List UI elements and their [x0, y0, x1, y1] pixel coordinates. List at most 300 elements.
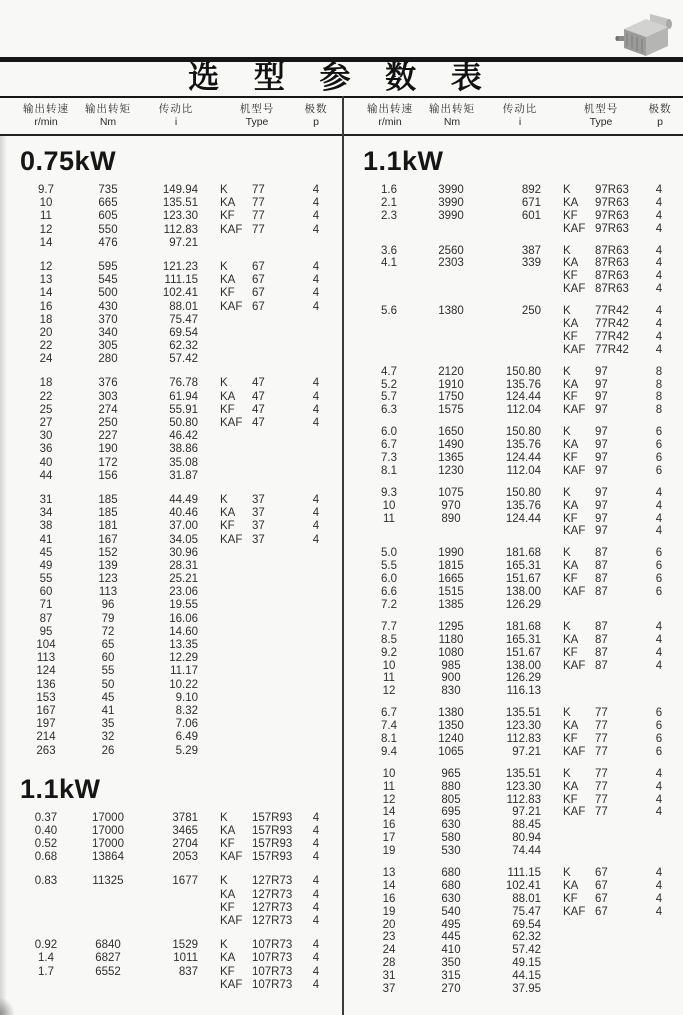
table-row — [343, 586, 683, 599]
cell-type-prefix: K — [563, 486, 571, 499]
cell-type-prefix — [220, 353, 252, 366]
cell-type-prefix: KF — [563, 732, 578, 745]
cell-torque: 250 — [98, 417, 118, 429]
cell-speed: 18 — [39, 377, 53, 390]
cell-poles — [302, 745, 330, 758]
cell-ratio: 165.31 — [505, 560, 541, 573]
cell-torque: 680 — [441, 879, 461, 892]
cell-poles: 4 — [655, 767, 663, 780]
cell-type-prefix: KA — [220, 197, 236, 210]
cell-type-model: 47 — [252, 417, 265, 429]
cell-poles — [302, 665, 330, 678]
cell-ratio: 126.29 — [505, 672, 541, 685]
cell-type-model: 67 — [595, 892, 608, 905]
table-row — [0, 210, 342, 223]
cell-poles — [302, 626, 330, 639]
cell-poles — [302, 353, 330, 366]
cell-torque: 1065 — [438, 745, 464, 758]
cell-torque: 805 — [441, 793, 461, 806]
cell-ratio: 46.42 — [169, 430, 198, 443]
cell-speed: 197 — [36, 718, 56, 731]
cell-torque: 545 — [98, 274, 118, 287]
cell-ratio — [483, 525, 555, 538]
cell-type-prefix — [220, 652, 252, 665]
cell-ratio: 2053 — [172, 851, 198, 864]
cell-speed: 45 — [39, 546, 53, 559]
table-row — [0, 705, 342, 718]
cell-ratio: 339 — [521, 257, 541, 270]
cell-ratio: 138.00 — [505, 659, 541, 672]
cell-speed: 153 — [36, 691, 56, 704]
cell-torque: 3990 — [438, 209, 464, 222]
cell-torque — [419, 525, 483, 538]
cell-ratio: 75.47 — [512, 905, 541, 918]
table-row — [343, 404, 683, 417]
cell-torque: 530 — [441, 845, 461, 858]
cell-speed: 9.4 — [381, 745, 397, 758]
cell-ratio — [140, 979, 212, 992]
cell-type-prefix — [563, 845, 595, 858]
cell-ratio: 112.04 — [506, 464, 541, 477]
cell-speed: 16 — [382, 819, 396, 832]
cell-type-model: 97 — [595, 512, 608, 525]
table-row — [0, 902, 342, 915]
table-row — [0, 327, 342, 340]
table-row — [343, 832, 683, 845]
cell-type-model: 127R73 — [252, 875, 293, 888]
cell-type-prefix: KAF — [220, 978, 243, 991]
cell-poles: 6 — [655, 586, 663, 599]
cell-torque: 370 — [98, 313, 118, 326]
table-row — [343, 768, 683, 781]
cell-type-model: 37 — [252, 507, 265, 520]
cell-type-prefix — [220, 705, 252, 718]
cell-speed — [359, 223, 419, 236]
cell-speed: 5.7 — [381, 391, 397, 404]
cell-poles: 4 — [312, 939, 320, 952]
cell-ratio: 44.49 — [169, 493, 198, 506]
cell-torque: 123 — [98, 573, 118, 586]
cell-speed: 55 — [39, 573, 53, 586]
table-row — [0, 731, 342, 744]
cell-type-prefix — [220, 692, 252, 705]
cell-speed — [359, 331, 419, 344]
col-header-torque-label: 输出转矩 — [429, 103, 475, 115]
cell-poles: 4 — [655, 866, 663, 879]
table-row — [343, 647, 683, 660]
cell-type-model — [252, 314, 302, 327]
cell-type-model — [252, 327, 302, 340]
cell-type-model — [252, 679, 302, 692]
cell-poles: 4 — [655, 270, 663, 283]
col-header-type-label: 机型号 — [239, 103, 275, 115]
cell-torque: 227 — [98, 430, 118, 443]
cell-type-prefix: K — [563, 866, 571, 879]
cell-poles — [302, 731, 330, 744]
cell-type-prefix — [563, 819, 595, 832]
cell-speed — [16, 915, 76, 928]
cell-type-model: 77 — [252, 184, 265, 196]
cell-type-model: 77R42 — [595, 330, 629, 343]
cell-poles: 4 — [312, 417, 320, 429]
cell-poles: 4 — [655, 209, 663, 222]
cell-poles — [645, 944, 673, 957]
cell-speed: 9.2 — [381, 646, 397, 659]
cell-poles: 8 — [655, 391, 663, 404]
cell-ratio: 135.51 — [505, 767, 541, 780]
cell-ratio: 62.32 — [169, 340, 198, 353]
cell-torque: 139 — [98, 559, 118, 572]
cell-type-model: 47 — [252, 403, 265, 416]
cell-speed: 36 — [39, 443, 53, 456]
cell-type-model: 77 — [595, 767, 608, 780]
model-group — [0, 939, 342, 992]
cell-torque: 1515 — [438, 586, 464, 599]
cell-poles — [645, 685, 673, 698]
cell-type-model: 107R73 — [252, 939, 293, 952]
col-header-torque — [420, 100, 484, 132]
cell-type-prefix — [220, 639, 252, 652]
cell-type-prefix: KAF — [563, 586, 586, 599]
cell-type-model: 87 — [595, 659, 608, 672]
cell-ratio: 1529 — [172, 939, 198, 952]
cell-type-prefix: KA — [220, 824, 236, 837]
cell-type-prefix: KA — [563, 499, 579, 512]
cell-type-prefix — [220, 745, 252, 758]
cell-ratio: 10.22 — [169, 678, 198, 691]
cell-torque: 970 — [441, 499, 461, 512]
cell-poles: 6 — [655, 745, 663, 758]
cell-type-prefix: KAF — [220, 417, 243, 429]
cell-ratio: 892 — [521, 184, 541, 196]
table-row — [0, 430, 342, 443]
table-row — [343, 500, 683, 513]
cell-type-model: 107R73 — [252, 952, 293, 965]
cell-speed: 113 — [36, 652, 56, 665]
cell-ratio: 31.87 — [169, 469, 198, 482]
cell-speed: 7.3 — [381, 452, 397, 465]
cell-type-prefix: KAF — [563, 222, 586, 235]
cell-speed: 24 — [382, 944, 396, 957]
cell-type-model: 157R93 — [252, 851, 293, 864]
cell-poles: 4 — [655, 257, 663, 270]
cell-ratio: 80.94 — [512, 832, 541, 845]
cell-type-prefix: KF — [563, 892, 578, 905]
cell-speed: 14 — [382, 879, 396, 892]
cell-poles: 6 — [655, 426, 663, 439]
cell-ratio: 61.94 — [169, 390, 198, 403]
cell-type-prefix: KA — [563, 560, 579, 573]
cell-poles: 4 — [312, 952, 320, 965]
cell-type-prefix: KF — [220, 287, 235, 300]
cell-type-prefix: KA — [563, 318, 579, 331]
table-row — [343, 452, 683, 465]
cell-torque: 274 — [98, 403, 118, 416]
cell-speed — [16, 889, 76, 902]
cell-type-prefix — [220, 470, 252, 483]
cell-type-model: 107R73 — [252, 978, 293, 991]
cell-speed: 0.37 — [34, 811, 58, 824]
table-row — [0, 197, 342, 210]
cell-type-model — [252, 599, 302, 612]
cell-speed: 27 — [39, 417, 53, 429]
table-row — [343, 547, 683, 560]
cell-type-model: 97R63 — [595, 184, 629, 196]
gearmotor-photo — [614, 10, 678, 60]
cell-type-model — [252, 745, 302, 758]
cell-type-model — [595, 983, 645, 996]
cell-type-model: 67 — [252, 274, 265, 287]
cell-poles: 4 — [655, 646, 663, 659]
cell-poles: 4 — [655, 659, 663, 672]
cell-poles: 8 — [655, 404, 663, 417]
cell-torque: 17000 — [92, 811, 124, 824]
cell-speed: 12 — [39, 260, 53, 273]
table-row — [343, 794, 683, 807]
cell-speed: 12 — [382, 793, 396, 806]
cell-type-model: 67 — [595, 879, 608, 892]
cell-torque: 830 — [441, 685, 461, 698]
cell-poles — [302, 547, 330, 560]
cell-ratio: 150.80 — [505, 426, 541, 439]
cell-type-model — [595, 970, 645, 983]
cell-torque: 2560 — [438, 244, 464, 257]
cell-type-prefix — [563, 970, 595, 983]
col-header-ratio — [484, 100, 556, 132]
cell-type-model: 97R63 — [595, 222, 629, 235]
cell-ratio: 112.04 — [506, 404, 541, 417]
cell-speed: 10 — [39, 197, 53, 210]
cell-torque: 181 — [98, 520, 118, 533]
cell-type-model: 127R73 — [252, 888, 293, 901]
cell-speed: 16 — [382, 892, 396, 905]
col-header-type-unit: Type — [245, 116, 269, 128]
cell-type-model — [595, 672, 645, 685]
cell-ratio: 149.94 — [162, 184, 198, 196]
col-header-type-unit: Type — [589, 116, 613, 128]
cell-ratio: 35.08 — [169, 456, 198, 469]
cell-ratio: 181.68 — [505, 547, 541, 560]
cell-ratio: 12.29 — [169, 652, 198, 665]
table-row — [0, 404, 342, 417]
cell-poles: 4 — [655, 892, 663, 905]
cell-type-model: 97 — [595, 452, 608, 465]
cell-type-prefix: KA — [563, 439, 579, 452]
cell-type-model: 67 — [252, 260, 265, 273]
cell-poles — [645, 931, 673, 944]
cell-poles: 6 — [655, 547, 663, 560]
cell-speed: 41 — [39, 533, 53, 546]
cell-type-model — [595, 957, 645, 970]
cell-type-model: 97 — [595, 404, 608, 417]
cell-poles: 4 — [312, 493, 320, 506]
cell-ratio: 57.42 — [169, 353, 198, 366]
cell-torque — [419, 318, 483, 331]
cell-ratio: 165.31 — [505, 633, 541, 646]
cell-type-model: 67 — [595, 905, 608, 918]
cell-ratio: 135.76 — [505, 499, 541, 512]
cell-torque: 96 — [101, 599, 115, 612]
cell-speed: 60 — [39, 586, 53, 599]
cell-speed — [359, 344, 419, 357]
cell-type-prefix — [220, 430, 252, 443]
table-row — [343, 270, 683, 283]
cell-torque: 270 — [441, 982, 461, 995]
cell-ratio: 1011 — [173, 952, 198, 965]
cell-type-model — [252, 626, 302, 639]
table-row — [0, 586, 342, 599]
cell-torque: 185 — [98, 507, 118, 520]
cell-torque: 3990 — [438, 184, 464, 196]
cell-speed: 18 — [39, 313, 53, 326]
cell-type-prefix: K — [563, 244, 571, 257]
cell-type-prefix: KA — [563, 780, 579, 793]
cell-ratio: 138.00 — [505, 586, 541, 599]
table-row — [343, 513, 683, 526]
col-header-poles — [302, 100, 330, 132]
cell-ratio: 88.45 — [512, 819, 541, 832]
cell-ratio: 69.54 — [169, 326, 198, 339]
model-group — [0, 261, 342, 367]
cell-ratio: 76.78 — [169, 377, 198, 390]
cell-type-prefix: KAF — [563, 905, 586, 918]
cell-speed: 10 — [382, 767, 396, 780]
cell-speed: 6.7 — [381, 439, 397, 452]
cell-type-prefix — [563, 832, 595, 845]
cell-poles: 4 — [312, 287, 320, 300]
cell-type-model: 87R63 — [595, 244, 629, 257]
cell-speed — [359, 525, 419, 538]
table-row — [343, 720, 683, 733]
cell-type-model — [595, 599, 645, 612]
table-row — [0, 353, 342, 366]
cell-speed: 31 — [382, 970, 396, 983]
table-row — [0, 261, 342, 274]
cell-torque: 580 — [441, 832, 461, 845]
col-header-poles-unit: p — [313, 116, 319, 128]
cell-type-model: 67 — [595, 866, 608, 879]
cell-ratio: 150.80 — [505, 365, 541, 378]
cell-poles — [645, 672, 673, 685]
cell-ratio: 44.15 — [512, 970, 541, 983]
cell-torque: 6552 — [95, 965, 121, 978]
cell-torque: 55 — [101, 665, 115, 678]
table-row — [343, 331, 683, 344]
cell-poles: 4 — [312, 824, 320, 837]
cell-type-prefix — [220, 443, 252, 456]
cell-type-model — [252, 340, 302, 353]
cell-poles — [302, 314, 330, 327]
cell-poles: 6 — [655, 573, 663, 586]
cell-type-model: 77 — [595, 732, 608, 745]
cell-type-prefix: KF — [563, 793, 578, 806]
cell-poles: 4 — [312, 507, 320, 520]
cell-ratio: 3781 — [172, 811, 198, 824]
cell-speed: 3.6 — [381, 244, 397, 257]
cell-type-model: 97 — [595, 426, 608, 439]
cell-type-model: 77 — [595, 745, 608, 758]
cell-type-prefix: K — [563, 620, 571, 633]
col-header-ratio-label: 传动比 — [502, 103, 538, 115]
cell-type-model — [252, 237, 302, 250]
cell-type-model — [252, 457, 302, 470]
cell-torque: 156 — [98, 469, 118, 482]
cell-torque: 315 — [441, 970, 461, 983]
cell-speed: 6.6 — [381, 586, 397, 599]
cell-type-model: 87 — [595, 646, 608, 659]
col-header-type — [556, 100, 646, 132]
cell-ratio: 250 — [521, 305, 541, 318]
cell-torque: 1240 — [438, 732, 464, 745]
cell-torque: 890 — [441, 512, 461, 525]
cell-type-model: 77 — [595, 780, 608, 793]
table-row — [343, 465, 683, 478]
table-row — [343, 983, 683, 996]
cell-ratio: 30.96 — [169, 546, 198, 559]
cell-type-model — [252, 692, 302, 705]
cell-torque: 79 — [101, 612, 115, 625]
cell-torque: 1990 — [438, 547, 464, 560]
cell-type-prefix — [563, 599, 595, 612]
cell-ratio: 123.30 — [505, 780, 541, 793]
table-row — [343, 733, 683, 746]
cell-ratio: 121.23 — [162, 260, 198, 273]
cell-ratio: 837 — [178, 965, 198, 978]
cell-poles — [645, 983, 673, 996]
cell-ratio: 181.68 — [505, 620, 541, 633]
col-header-poles-label: 极数 — [648, 103, 672, 115]
cell-type-prefix: KA — [220, 274, 236, 287]
cell-type-prefix — [563, 983, 595, 996]
cell-ratio: 387 — [521, 244, 541, 257]
cell-type-prefix: KA — [563, 633, 579, 646]
cell-type-prefix: KA — [220, 507, 236, 520]
col-header-torque-unit: Nm — [443, 116, 461, 128]
table-row — [343, 525, 683, 538]
cell-speed — [16, 902, 76, 915]
cell-type-model: 87R63 — [595, 270, 629, 283]
cell-type-prefix: KAF — [563, 745, 586, 758]
cell-torque: 1750 — [438, 391, 464, 404]
col-header-poles — [646, 100, 674, 132]
cell-type-prefix: KF — [563, 452, 578, 465]
cell-speed: 11 — [383, 672, 395, 685]
cell-speed: 1.6 — [381, 184, 397, 196]
table-row — [0, 184, 342, 197]
cell-torque: 1080 — [438, 646, 464, 659]
cell-torque: 185 — [98, 493, 118, 506]
cell-speed: 124 — [36, 665, 56, 678]
cell-ratio: 37.95 — [512, 982, 541, 995]
cell-speed: 20 — [382, 918, 396, 931]
cell-type-prefix: KAF — [563, 343, 586, 356]
cell-speed: 14 — [39, 236, 53, 249]
cell-ratio — [483, 223, 555, 236]
cell-torque: 1650 — [438, 426, 464, 439]
cell-speed: 16 — [39, 300, 53, 313]
cell-type-model: 97 — [595, 365, 608, 378]
cell-speed: 12 — [382, 685, 396, 698]
cell-ratio: 49.15 — [512, 957, 541, 970]
cell-ratio: 23.06 — [169, 586, 198, 599]
model-group — [343, 547, 683, 611]
model-group — [0, 377, 342, 483]
cell-poles — [302, 599, 330, 612]
cell-speed: 71 — [39, 599, 53, 612]
table-row — [0, 812, 342, 825]
cell-poles: 4 — [312, 901, 320, 914]
cell-ratio: 671 — [521, 196, 541, 209]
